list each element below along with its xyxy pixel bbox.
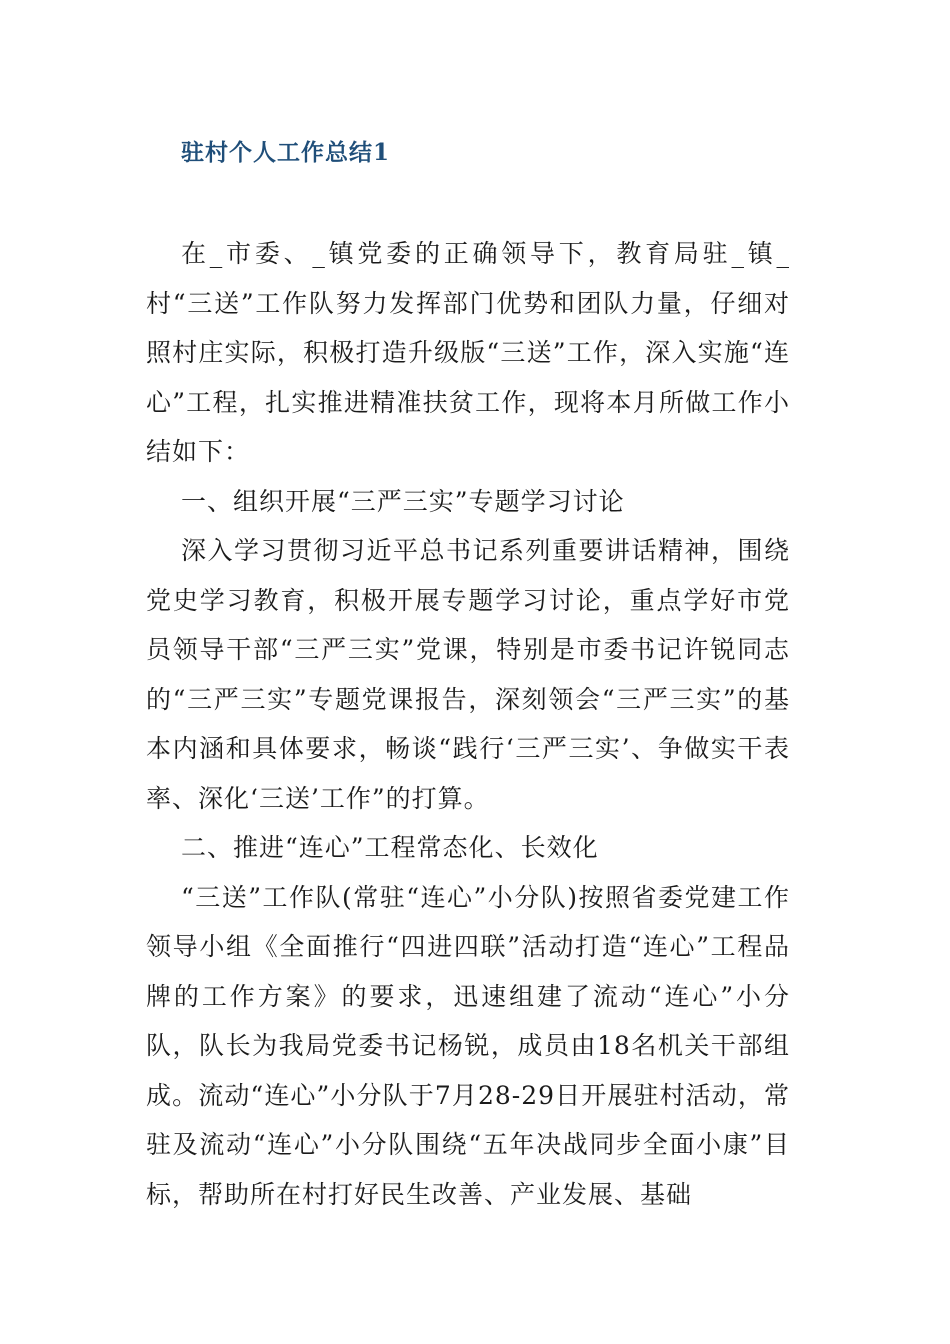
section-heading-1: 一、组织开展“三严三实”专题学习讨论 — [181, 486, 625, 516]
document-body — [146, 229, 790, 1219]
section-2-paragraph: “三送”工作队(常驻“连心”小分队)按照省委党建工作领导小组《全面推行“四进四联”活动打造“连心”工程品牌的工作方案》的要求，迅速组建了流动“连心”小分队，队长为我局党委书记杨锐，成员由18名机关干部组成。流动“连心”小分队于7月28-29日开展驻村活动，常驻及流动“连心”小分队围绕“五年决战同步全面小康”目标，帮助所在村打好民生改善、产业发展、基础 — [146, 882, 790, 1209]
section-heading-2: 二、推进“连心”工程常态化、长效化 — [181, 833, 599, 862]
document-title: 驻村个人工作总结1 — [181, 139, 391, 166]
section-1-paragraph: 深入学习贯彻习近平总书记系列重要讲话精神，围绕党史学习教育，积极开展专题学习讨论，重点学好市党员领导干部“三严三实”党课，特别是市委书记许锐同志的“三严三实”专题党课报告，深刻领会“三严三实”的基本内涵和具体要求，畅谈“践行‘三严三实’、争做实干表率、深化‘三送’工作”的打算。 — [146, 536, 790, 813]
intro-paragraph: 在_市委、_镇党委的正确领导下，教育局驻_镇_村“三送”工作队努力发挥部门优势和团队力量，仔细对照村庄实际，积极打造升级版“三送”工作，深入实施“连心”工程，扎实推进精准扶贫工作，现将本月所做工作小结如下： — [146, 239, 790, 466]
